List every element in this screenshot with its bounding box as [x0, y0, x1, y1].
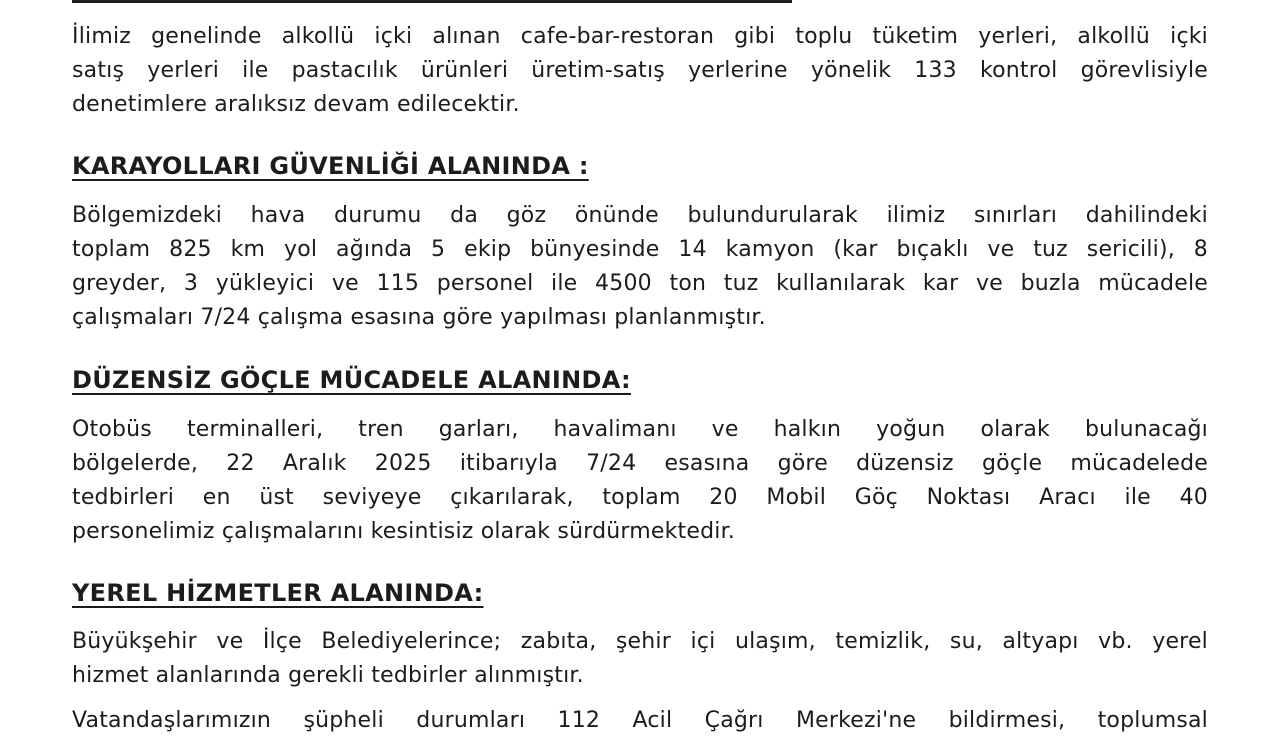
paragraph-line: Vatandaşlarımızın şüpheli durumları 112 Acil Çağrı Merkezi'ne bildirmesi, toplumsal [72, 708, 1208, 733]
paragraph-line: hizmet alanlarında gerekli tedbirler alınmıştır. [72, 663, 584, 688]
paragraph-line: Bölgemizdeki hava durumu da göz önünde bulundurularak ilimiz sınırları dahilindeki [72, 203, 1208, 228]
paragraph-line: toplam 825 km yol ağında 5 ekip bünyesinde 14 kamyon (kar bıçaklı ve tuz sericili), 8 [72, 237, 1208, 262]
section-heading-roads: KARAYOLLARI GÜVENLİĞİ ALANINDA : [72, 152, 589, 180]
paragraph-line: İlimiz genelinde alkollü içki alınan cafe-bar-restoran gibi toplu tüketim yerleri, alkollü içki [72, 24, 1208, 49]
roads-paragraph [72, 199, 1208, 335]
cutoff-paragraph [72, 704, 1208, 738]
paragraph-line: Büyükşehir ve İlçe Belediyelerince; zabıta, şehir içi ulaşım, temizlik, su, altyapı vb. yerel [72, 629, 1208, 654]
paragraph-line: bölgelerde, 22 Aralık 2025 itibarıyla 7/24 esasına göre düzensiz göçle mücadelede [72, 451, 1208, 476]
alcohol-inspection-paragraph [72, 20, 1208, 122]
paragraph-line: tedbirleri en üst seviyeye çıkarılarak, toplam 20 Mobil Göç Noktası Aracı ile 40 [72, 485, 1208, 510]
paragraph-line: personelimiz çalışmalarını kesintisiz olarak sürdürmektedir. [72, 519, 735, 544]
paragraph-line: Otobüs terminalleri, tren garları, havalimanı ve halkın yoğun olarak bulunacağı [72, 417, 1208, 442]
paragraph-line: satış yerleri ile pastacılık ürünleri üretim-satış yerlerine yönelik 133 kontrol görevlisiyle [72, 58, 1208, 83]
paragraph-line: çalışmaları 7/24 çalışma esasına göre yapılması planlanmıştır. [72, 305, 766, 330]
paragraph-line: denetimlere aralıksız devam edilecektir. [72, 92, 520, 117]
section-heading-local-services: YEREL HİZMETLER ALANINDA: [72, 579, 484, 607]
top-divider-line [72, 0, 792, 3]
section-heading-migration: DÜZENSİZ GÖÇLE MÜCADELE ALANINDA: [72, 366, 631, 394]
paragraph-line: greyder, 3 yükleyici ve 115 personel ile 4500 ton tuz kullanılarak kar ve buzla mücadele [72, 271, 1208, 296]
migration-paragraph [72, 413, 1208, 549]
local-services-paragraph [72, 625, 1208, 693]
